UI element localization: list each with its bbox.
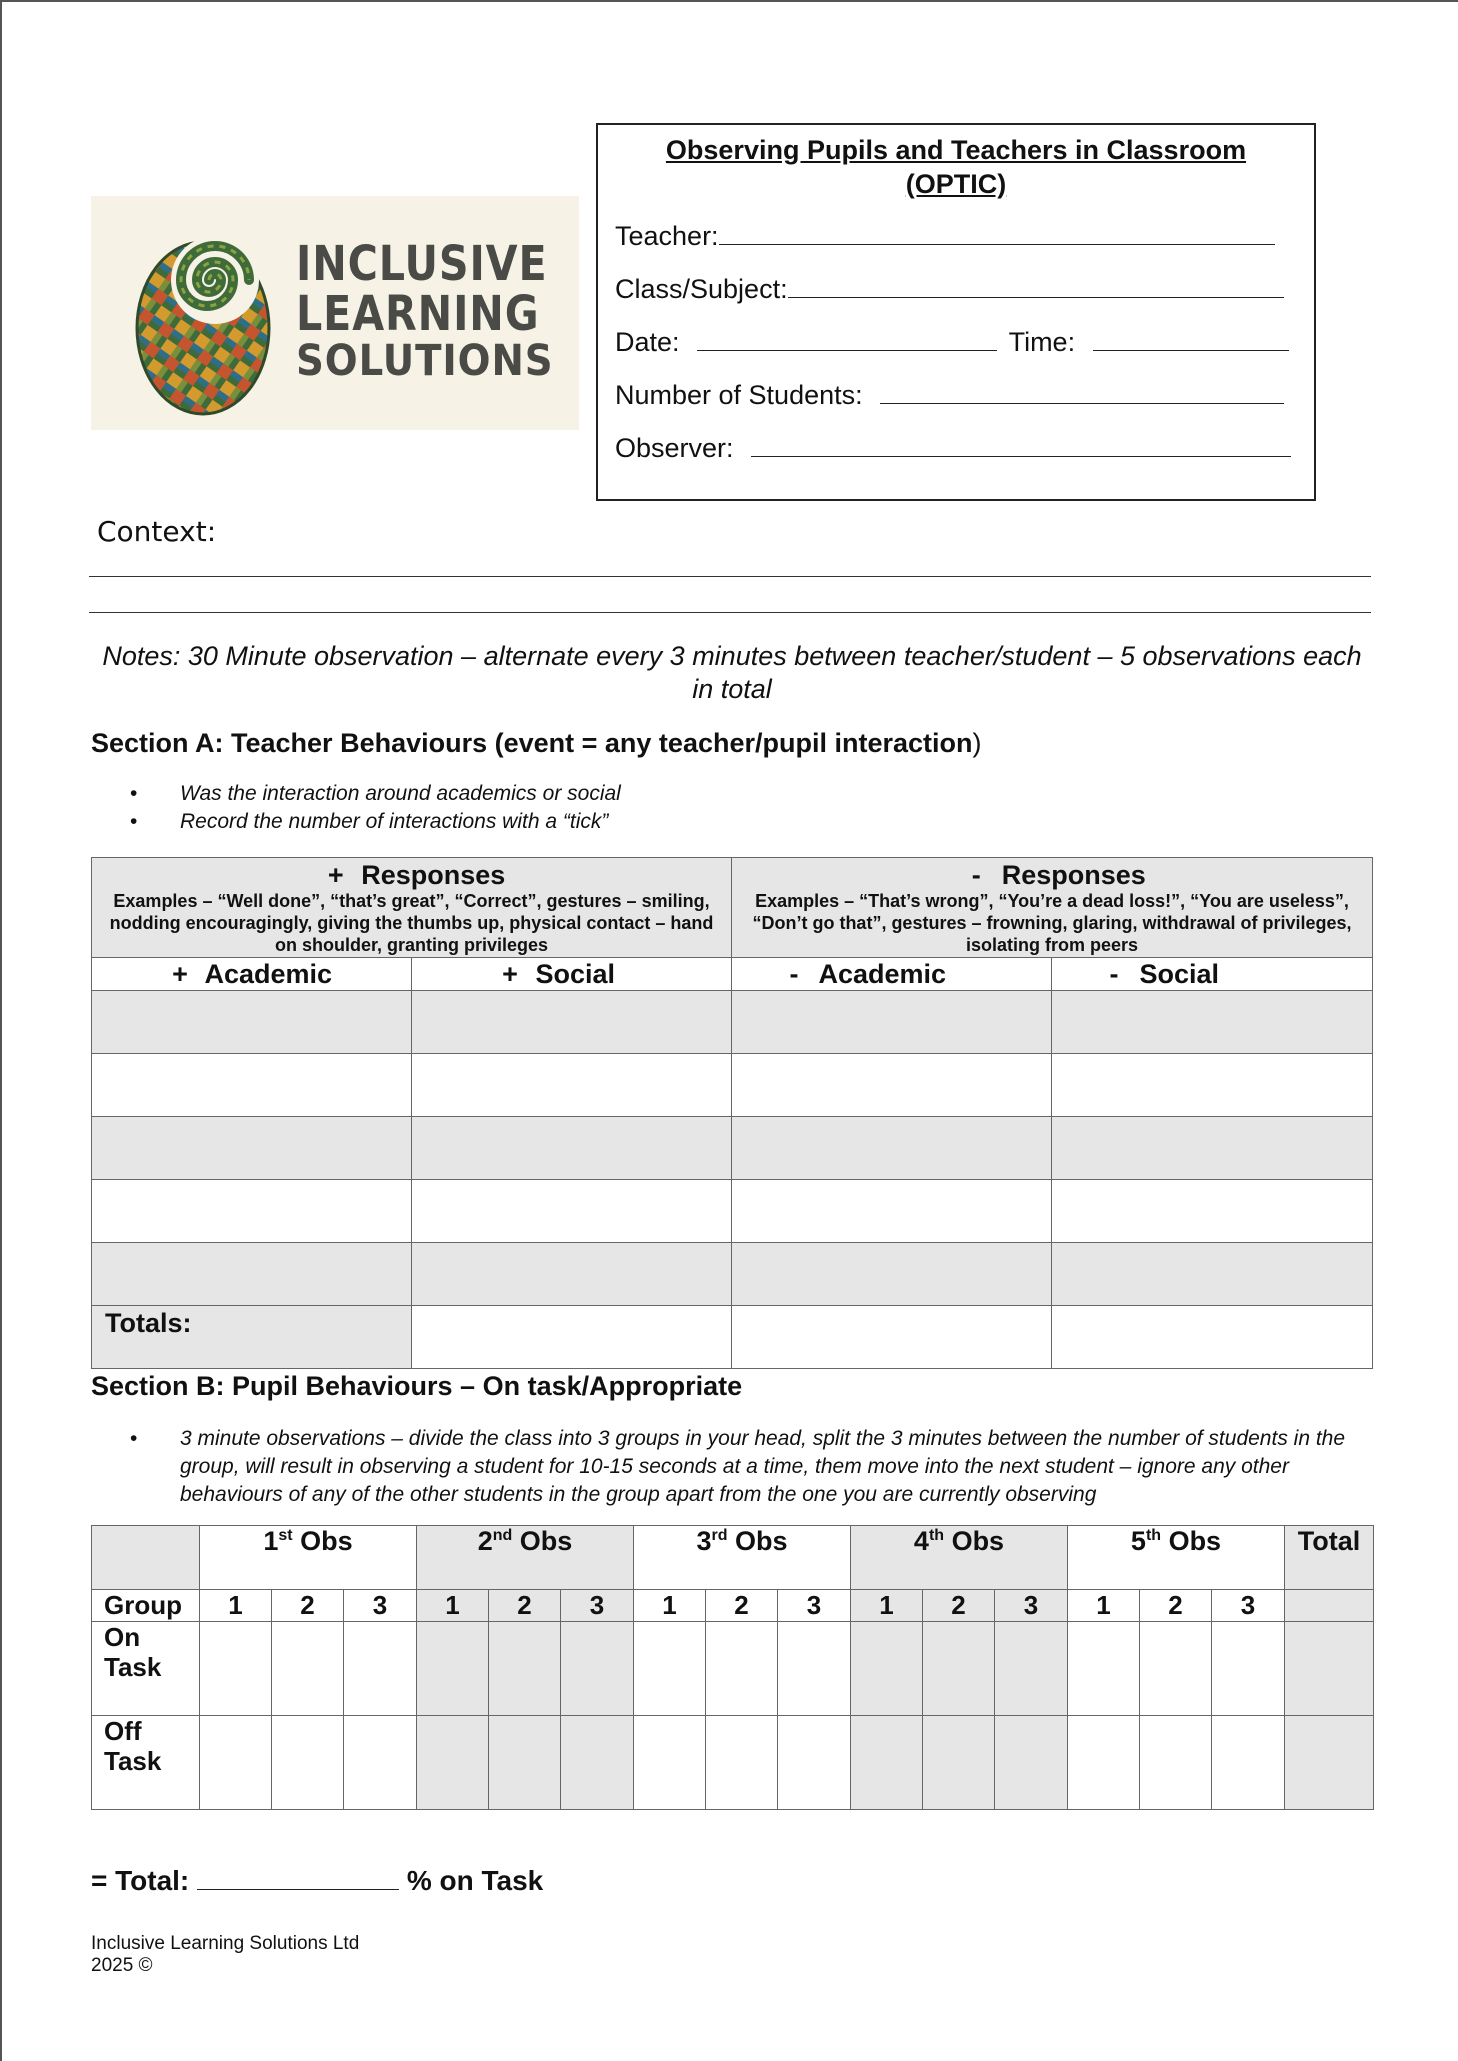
total-header: Total [1285,1526,1374,1590]
tally-cell[interactable] [92,1054,412,1117]
time-label: Time: [1008,327,1076,357]
footer-company: Inclusive Learning Solutions Ltd [91,1933,360,1954]
form-title-acronym: (OPTIC) [905,169,1007,199]
group-number: 2 [923,1590,995,1622]
negative-academic-header [732,958,1052,991]
students-blank[interactable] [880,381,1284,404]
form-title: Observing Pupils and Teachers in Classroom [665,135,1247,165]
tally-cell[interactable] [1052,1180,1373,1243]
group-number: 3 [344,1590,417,1622]
tally-cell[interactable] [200,1716,272,1810]
group-number: 1 [417,1590,489,1622]
section-b-heading: Section B: Pupil Behaviours – On task/Appropriate [91,1371,743,1401]
tally-cell[interactable] [272,1716,344,1810]
off-task-label-line: Task [104,1746,162,1776]
tally-cell[interactable] [561,1622,634,1716]
section-a-heading-text: Section A: Teacher Behaviours (event = any teacher/pupil interaction [91,728,973,758]
tally-cell[interactable] [344,1622,417,1716]
tally-cell[interactable] [92,1180,412,1243]
obs-label: Obs [735,1526,788,1556]
logo-line-2: LEARNING [296,286,540,342]
obs-number: 4 [913,1526,929,1556]
number-of-students-field[interactable] [615,380,1284,411]
minus-sign: - [789,958,799,989]
social-label: Social [1139,958,1220,989]
on-task-label-line: On [104,1622,141,1652]
tally-cell[interactable] [851,1622,923,1716]
tally-cell[interactable] [1140,1622,1212,1716]
group-number: 1 [1068,1590,1140,1622]
group-label: Group [92,1590,200,1622]
obs-number: 2 [477,1526,493,1556]
obs-ordinal: st [278,1527,293,1544]
class-subject-field[interactable] [615,274,1284,305]
responses-label: Responses [361,860,506,890]
tally-cell[interactable] [272,1622,344,1716]
tally-cell[interactable] [851,1716,923,1810]
obs-2-header [417,1526,634,1590]
group-number: 1 [634,1590,706,1622]
percent-blank[interactable] [197,1865,399,1890]
minus-sign: - [1109,958,1119,989]
totals-row [92,1306,1373,1369]
total-prefix: = Total: [91,1865,190,1896]
academic-label: Academic [818,958,947,989]
corner-cell [92,1526,200,1590]
company-logo [91,196,579,430]
obs-number: 3 [696,1526,712,1556]
obs-number: 1 [263,1526,279,1556]
obs-ordinal: th [1145,1527,1162,1544]
tally-cell[interactable] [1212,1622,1285,1716]
group-number: 1 [200,1590,272,1622]
tally-cell[interactable] [923,1716,995,1810]
off-task-label [92,1716,200,1810]
page-border-top [0,0,1458,2]
date-blank[interactable] [697,328,997,351]
tally-cell[interactable] [778,1622,851,1716]
obs-number: 5 [1130,1526,1146,1556]
footer [91,1933,359,1977]
logo-wordmark [296,236,588,386]
footer-copyright: 2025 © [91,1955,153,1976]
logo-line-1: INCLUSIVE [296,236,548,292]
group-number: 3 [995,1590,1068,1622]
total-cell [1285,1590,1374,1622]
negative-social-header [1052,958,1373,991]
tally-cell[interactable] [1052,991,1373,1054]
students-label: Number of Students: [615,380,863,410]
tally-cell[interactable] [412,1180,732,1243]
tally-cell[interactable] [489,1716,561,1810]
percent-on-task-line [91,1865,543,1897]
tally-cell[interactable] [1068,1716,1140,1810]
group-number: 2 [272,1590,344,1622]
obs-label: Obs [300,1526,353,1556]
responses-label: Responses [1001,860,1146,890]
tally-cell[interactable] [412,1243,732,1306]
context-label: Context: [97,515,217,548]
tally-cell[interactable] [995,1622,1068,1716]
table-row [92,1180,1373,1243]
tally-cell[interactable] [417,1622,489,1716]
obs-5-header [1068,1526,1285,1590]
tally-cell[interactable] [732,1180,1052,1243]
on-task-label [92,1622,200,1716]
tally-cell[interactable] [1052,1243,1373,1306]
group-number: 3 [778,1590,851,1622]
obs-4-header [851,1526,1068,1590]
section-a-bullet: • Was the interaction around academics or social [130,780,621,808]
obs-ordinal: nd [492,1527,513,1544]
tally-cell[interactable] [634,1622,706,1716]
plus-sign: + [327,860,344,890]
tally-cell[interactable] [995,1716,1068,1810]
group-number: 2 [489,1590,561,1622]
tally-cell[interactable] [1140,1716,1212,1810]
tally-cell[interactable] [412,991,732,1054]
tally-cell[interactable] [412,1117,732,1180]
positive-academic-header [92,958,412,991]
tally-cell[interactable] [561,1716,634,1810]
total-cell[interactable] [412,1306,732,1369]
pupil-behaviour-table [91,1525,1374,1810]
tally-cell[interactable] [200,1622,272,1716]
tally-cell[interactable] [634,1716,706,1810]
section-b-bullets [130,1425,1370,1509]
obs-ordinal: th [928,1527,945,1544]
tally-cell[interactable] [732,991,1052,1054]
tally-cell[interactable] [92,1117,412,1180]
tally-cell[interactable] [417,1716,489,1810]
table-row [92,1117,1373,1180]
teacher-blank[interactable] [719,222,1275,245]
section-b-bullet: • 3 minute observations – divide the class into 3 groups in your head, split the 3 minutes between the number of students in the group, will result in observing a student for 10-15 seconds at a time, them move into the next student – ignore any other behaviours of any of the other students in the group apart from the one you are currently observing [130,1425,1370,1509]
section-a-bullet: • Record the number of interactions with a “tick” [130,808,621,836]
date-time-field[interactable] [615,327,1289,358]
group-number: 3 [1212,1590,1285,1622]
tally-cell[interactable] [92,991,412,1054]
group-number: 1 [851,1590,923,1622]
positive-responses-header [92,858,732,958]
date-label: Date: [615,327,680,357]
minus-sign: - [971,860,981,890]
group-number: 2 [1140,1590,1212,1622]
observer-blank[interactable] [751,434,1291,457]
positive-social-header [412,958,732,991]
plus-sign: + [502,958,518,989]
total-cell[interactable] [1052,1306,1373,1369]
totals-label: Totals: [92,1306,412,1369]
group-number: 2 [706,1590,778,1622]
on-task-label-line: Task [104,1652,162,1682]
tally-cell[interactable] [778,1716,851,1810]
logo-line-3: SOLUTIONS [296,336,554,386]
tally-cell[interactable] [1212,1716,1285,1810]
observation-notes: Notes: 30 Minute observation – alternate every 3 minutes between teacher/student – 5 observations each in total [102,641,1362,704]
obs-3-header [634,1526,851,1590]
tally-cell[interactable] [706,1716,778,1810]
on-task-row [92,1622,1374,1716]
tally-cell[interactable] [92,1243,412,1306]
plus-sign: + [172,958,188,989]
negative-examples: Examples – “That’s wrong”, “You’re a dead loss!”, “You are useless”, “Don’t go that”, gestures – frowning, glaring, withdrawal of privileges, isolating from peers [752,891,1352,955]
teacher-behaviour-table [91,857,1373,1369]
off-task-label-line: Off [104,1716,142,1746]
tally-cell[interactable] [732,1243,1052,1306]
obs-ordinal: rd [711,1527,728,1544]
tally-cell[interactable] [1052,1054,1373,1117]
tally-cell[interactable] [732,1117,1052,1180]
tally-cell[interactable] [489,1622,561,1716]
class-subject-label: Class/Subject: [615,274,788,304]
total-suffix: % on Task [406,1865,544,1896]
off-task-row [92,1716,1374,1810]
academic-label: Academic [204,958,333,989]
obs-label: Obs [1168,1526,1222,1556]
tally-cell[interactable] [732,1054,1052,1117]
total-cell[interactable] [732,1306,1052,1369]
context-line-1[interactable] [89,576,1371,577]
tally-cell[interactable] [1052,1117,1373,1180]
class-subject-blank[interactable] [788,275,1284,298]
tally-cell[interactable] [706,1622,778,1716]
total-cell[interactable] [1285,1716,1374,1810]
tally-cell[interactable] [1068,1622,1140,1716]
teacher-field[interactable] [615,221,1275,252]
tally-cell[interactable] [923,1622,995,1716]
table-row [92,1054,1373,1117]
section-a-heading-paren: ) [972,728,982,758]
time-blank[interactable] [1093,328,1289,351]
total-cell[interactable] [1285,1622,1374,1716]
obs-1-header [200,1526,417,1590]
section-a-heading [91,728,982,759]
observation-details-box [596,123,1316,501]
page-border-left [0,0,2,2061]
positive-examples: Examples – “Well done”, “that’s great”, “Correct”, gestures – smiling, nodding encouragingly, giving the thumbs up, physical contact – hand on shoulder, granting privileges [109,891,714,955]
table-row [92,991,1373,1054]
tally-cell[interactable] [344,1716,417,1810]
group-number: 3 [561,1590,634,1622]
tally-cell[interactable] [412,1054,732,1117]
negative-responses-header [732,858,1373,958]
obs-label: Obs [951,1526,1005,1556]
obs-label: Obs [519,1526,573,1556]
observer-field[interactable] [615,433,1291,464]
table-row [92,1243,1373,1306]
section-a-bullets [130,780,621,836]
social-label: Social [535,958,616,989]
teacher-label: Teacher: [615,221,719,251]
braided-spiral-logo-icon [127,208,277,418]
observer-label: Observer: [615,433,734,463]
context-line-2[interactable] [89,612,1371,613]
